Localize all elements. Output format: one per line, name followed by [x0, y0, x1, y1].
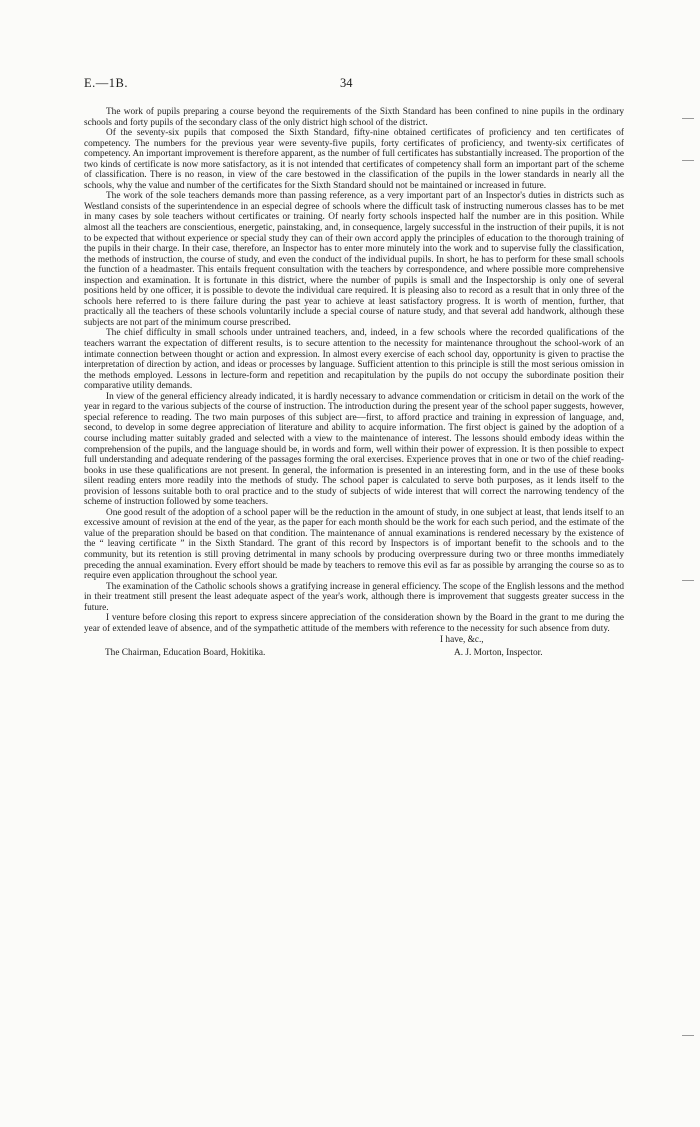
margin-mark: [682, 1035, 694, 1036]
margin-mark: [682, 118, 694, 119]
paragraph-reading: In view of the general efficiency already indicated, it is hardly necessary to advance commendation or criticism in detail on the work of the year in regard to the various subjects of the course of instruction. The introduction during the present year of the school paper suggests, however, special reference to reading. The two main purposes of this subject are—first, to afford practice and training in expression of language, and, second, to develop in some degree appreciation of literature and ability to acquire information. The first object is gained by the adoption of a course including matter suitably graded and selected with a view to the maintenance of interest. The lessons should embody ideas within the comprehension of the pupils, and the language should be, in words and form, well within their power of expression. It is then possible to expect full understanding and adequate rendering of the passages forming the oral exercises. Experience proves that in one or two of the chief reading-books in use these qualifications are not present. In general, the information is presented in an interesting form, and in the use of these books silent reading enters more readily into the methods of study. The school paper is calculated to serve both purposes, as it lends itself to the provision of lessons suitable both to oral practice and to the study of subjects of wide interest that will correct the narrowing tendency of the scheme of instruction followed by some teachers.: [84, 391, 624, 508]
paragraph-small-schools: The chief difficulty in small schools under untrained teachers, and, indeed, in a few schools where the recorded qualifications of the teachers warrant the expectation of different results, is to secure attention to the necessity for maintenance throughout the school-work of an intimate connection between thought or action and expression. In almost every exercise of each school day, opportunity is given to practise the interpretation of direction by action, and ideas or processes by language. Sufficient attention to this principle is still the most serious omission in the methods employed. Lessons in lecture-form and repetition and recapitulation by the pupils do not occupy the subordinate position their comparative utility demands.: [84, 328, 624, 392]
paragraph-closing: I venture before closing this report to express sincere appreciation of the consideration shown by the Board in the grant to me during the year of extended leave of absence, and of the sympathetic attitude of the members with reference to the necessity for such absence from duty.: [84, 613, 624, 634]
addressee: The Chairman, Education Board, Hokitika.: [105, 648, 266, 659]
margin-mark: [682, 160, 694, 161]
signatory: A. J. Morton, Inspector.: [454, 648, 543, 659]
document-code: E.—1B.: [84, 76, 128, 90]
signature-block: [84, 635, 624, 660]
paragraph-sixth-standard: Of the seventy-six pupils that composed the Sixth Standard, fifty-nine obtained certificates of proficiency and ten certificates of competency. The numbers for the previous year were seventy-five pupils, forty certificates of proficiency, and twenty-six certificates of competency. An important improvement is therefore apparent, as the number of full certificates has substantially increased. The proportion of the two kinds of certificate is now more satisfactory, as it is not intended that certificates of competency shall form an important part of the scheme of classification. There is no reason, in view of the care bestowed in the classification of the pupils in the lower standards in nearly all the schools, why the value and number of the certificates for the Sixth Standard should not be maintained or increased in future.: [84, 128, 624, 191]
paragraph-secondary-work: The work of pupils preparing a course beyond the requirements of the Sixth Standard has been confined to nine pupils in the ordinary schools and forty pupils of the secondary class of the only district high school of the district.: [84, 107, 624, 128]
page-header: [84, 76, 624, 92]
paragraph-sole-teachers: The work of the sole teachers demands more than passing reference, as a very important part of an Inspector's duties in districts such as Westland consists of the superintendence in an especial degree of schools where the difficult task of instructing numerous classes has to be met in many cases by sole teachers without certificates or training. Of nearly forty schools inspected half the number are in this position. While almost all the teachers are conscientious, energetic, painstaking, and, in consequence, largely successful in the instruction of their pupils, it is not to be expected that without experience or special study they can of their own accord apply the principles of education to the thorough training of the pupils in their charge. In their case, therefore, an Inspector has to enter more minutely into the work and to supervise fully the classification, the methods of instruction, the course of study, and even the conduct of the individual pupils. In short, he has to perform for these small schools the function of a headmaster. This entails frequent consultation with the teachers by correspondence, and where possible more comprehensive inspection and examination. It is fortunate in this district, where the number of pupils is small and the Inspectorship is only one of several positions held by one officer, it is possible to devote the individual care required. It is pleasing also to record as a result that in only three of the schools here referred to is there failure during the past year to achieve at least satisfactory progress. It is worth of mention, further, that practically all the teachers of these schools voluntarily include a special course of nature study, and that several add handwork, although these subjects are not part of the minimum course prescribed.: [84, 191, 624, 328]
report-body: [84, 107, 624, 660]
paragraph-school-paper: One good result of the adoption of a school paper will be the reduction in the amount of study, in one subject at least, that lends itself to an excessive amount of revision at the end of the year, as the paper for each month should be the work for each such period, and the estimate of the value of the preparation should be based on that condition. The maintenance of annual examinations is rendered necessary by the existence of the “ leaving certificate ” in the Sixth Standard. The grant of this record by Inspectors is of important benefit to the schools and to the community, but its retention is still proving detrimental in many schools by producing overpressure during two or three months immediately preceding the annual examination. Every effort should be made by teachers to remove this evil as far as possible by arranging the course so as to require even application throughout the school year.: [84, 507, 624, 582]
paragraph-catholic-schools: The examination of the Catholic schools shows a gratifying increase in general efficiency. The scope of the English lessons and the method in their treatment still present the least adequate aspect of the year's work, although there is improvement that suggests greater success in the future.: [84, 581, 624, 613]
salutation: I have, &c.,: [440, 635, 484, 646]
margin-mark: [682, 580, 694, 581]
page-number: 34: [340, 76, 353, 90]
